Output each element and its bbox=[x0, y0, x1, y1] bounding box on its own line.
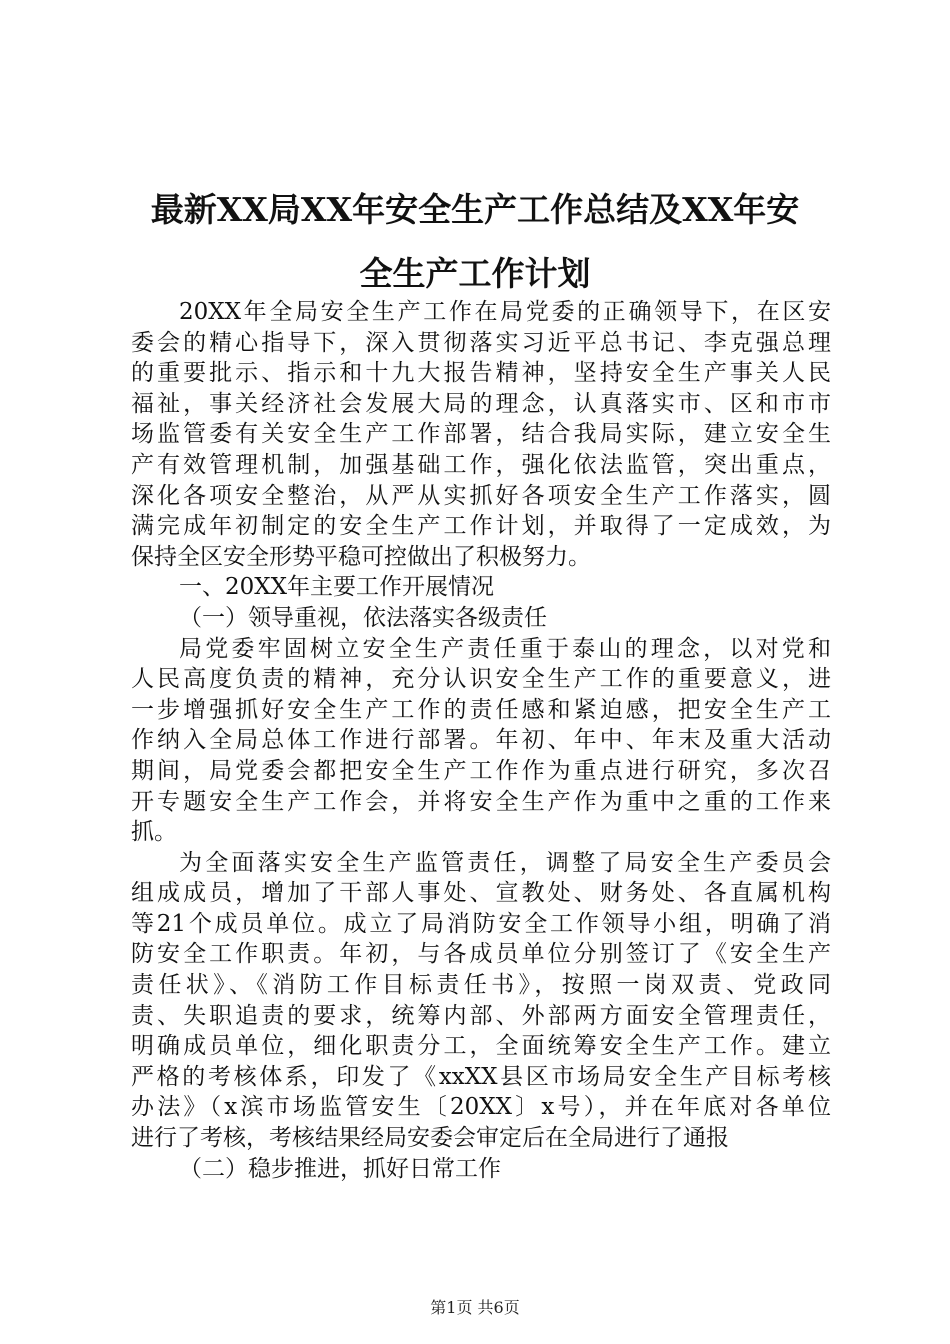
body-text-line: 的重要批示、指示和十九大报告精神，坚持安全生产事关人民 bbox=[131, 360, 831, 387]
body-text-line: 严格的考核体系，印发了《xxXX县区市场局安全生产目标考核 bbox=[131, 1063, 831, 1090]
body-text-line: 等21个成员单位。成立了局消防安全工作领导小组，明确了消 bbox=[131, 910, 831, 937]
body-text-line: 责任状》、《消防工作目标责任书》，按照一岗双责、党政同 bbox=[131, 972, 831, 999]
document-body bbox=[131, 297, 831, 1184]
body-text-line: 产有效管理机制，加强基础工作，强化依法监管，突出重点， bbox=[131, 451, 831, 478]
document-title-line-1: 最新XX局XX年安全生产工作总结及XX年安 bbox=[150, 190, 800, 229]
body-text-line: 20XX年全局安全生产工作在局党委的正确领导下，在区安 bbox=[179, 299, 831, 325]
body-text-line: 抓。 bbox=[131, 819, 177, 846]
document-title-line-2: 全生产工作计划 bbox=[359, 254, 591, 293]
body-text-line: 期间，局党委会都把安全生产工作作为重点进行研究，多次召 bbox=[131, 757, 831, 784]
body-text-line: 开专题安全生产工作会，并将安全生产作为重中之重的工作来 bbox=[131, 788, 831, 815]
body-text-line: 保持全区安全形势平稳可控做出了积极努力。 bbox=[131, 543, 591, 570]
body-text-line: 满完成年初制定的安全生产工作计划，并取得了一定成效，为 bbox=[131, 513, 831, 540]
body-text-line: 办法》（x滨市场监管安生〔20XX〕x号），并在年底对各单位 bbox=[131, 1094, 831, 1121]
body-text-line: 责、失职追责的要求，统筹内部、外部两方面安全管理责任， bbox=[131, 1002, 831, 1029]
body-text-line: 一步增强抓好安全生产工作的责任感和紧迫感，把安全生产工 bbox=[131, 696, 831, 723]
body-text-line: 组成成员，增加了干部人事处、宣教处、财务处、各直属机构 bbox=[131, 880, 831, 907]
body-text-line: 人民高度负责的精神，充分认识安全生产工作的重要意义，进 bbox=[131, 666, 831, 693]
body-text-line: 场监管委有关安全生产工作部署，结合我局实际，建立安全生 bbox=[131, 421, 831, 448]
body-text-line: 防安全工作职责。年初，与各成员单位分别签订了《安全生产 bbox=[131, 941, 831, 968]
body-text-line: （二）稳步推进，抓好日常工作 bbox=[179, 1155, 501, 1182]
body-text-line: （一）领导重视，依法落实各级责任 bbox=[179, 604, 547, 631]
body-text-line: 进行了考核，考核结果经局安委会审定后在全局进行了通报 bbox=[131, 1125, 729, 1152]
body-text-line: 局党委牢固树立安全生产责任重于泰山的理念，以对党和 bbox=[179, 635, 831, 662]
body-text-line: 福祉，事关经济社会发展大局的理念，认真落实市、区和市市 bbox=[131, 390, 831, 417]
body-text-line: 深化各项安全整治，从严从实抓好各项安全生产工作落实，圆 bbox=[131, 482, 831, 509]
body-text-line: 一、20XX年主要工作开展情况 bbox=[179, 574, 495, 601]
body-text-line: 为全面落实安全生产监管责任，调整了局安全生产委员会 bbox=[179, 849, 831, 876]
body-text-line: 委会的精心指导下，深入贯彻落实习近平总书记、李克强总理 bbox=[131, 329, 831, 356]
body-text-line: 作纳入全局总体工作进行部署。年初、年中、年末及重大活动 bbox=[131, 727, 831, 754]
body-text-line: 明确成员单位，细化职责分工，全面统筹安全生产工作。建立 bbox=[131, 1033, 831, 1060]
page-footer: 第1页 共6页 bbox=[430, 1298, 520, 1317]
